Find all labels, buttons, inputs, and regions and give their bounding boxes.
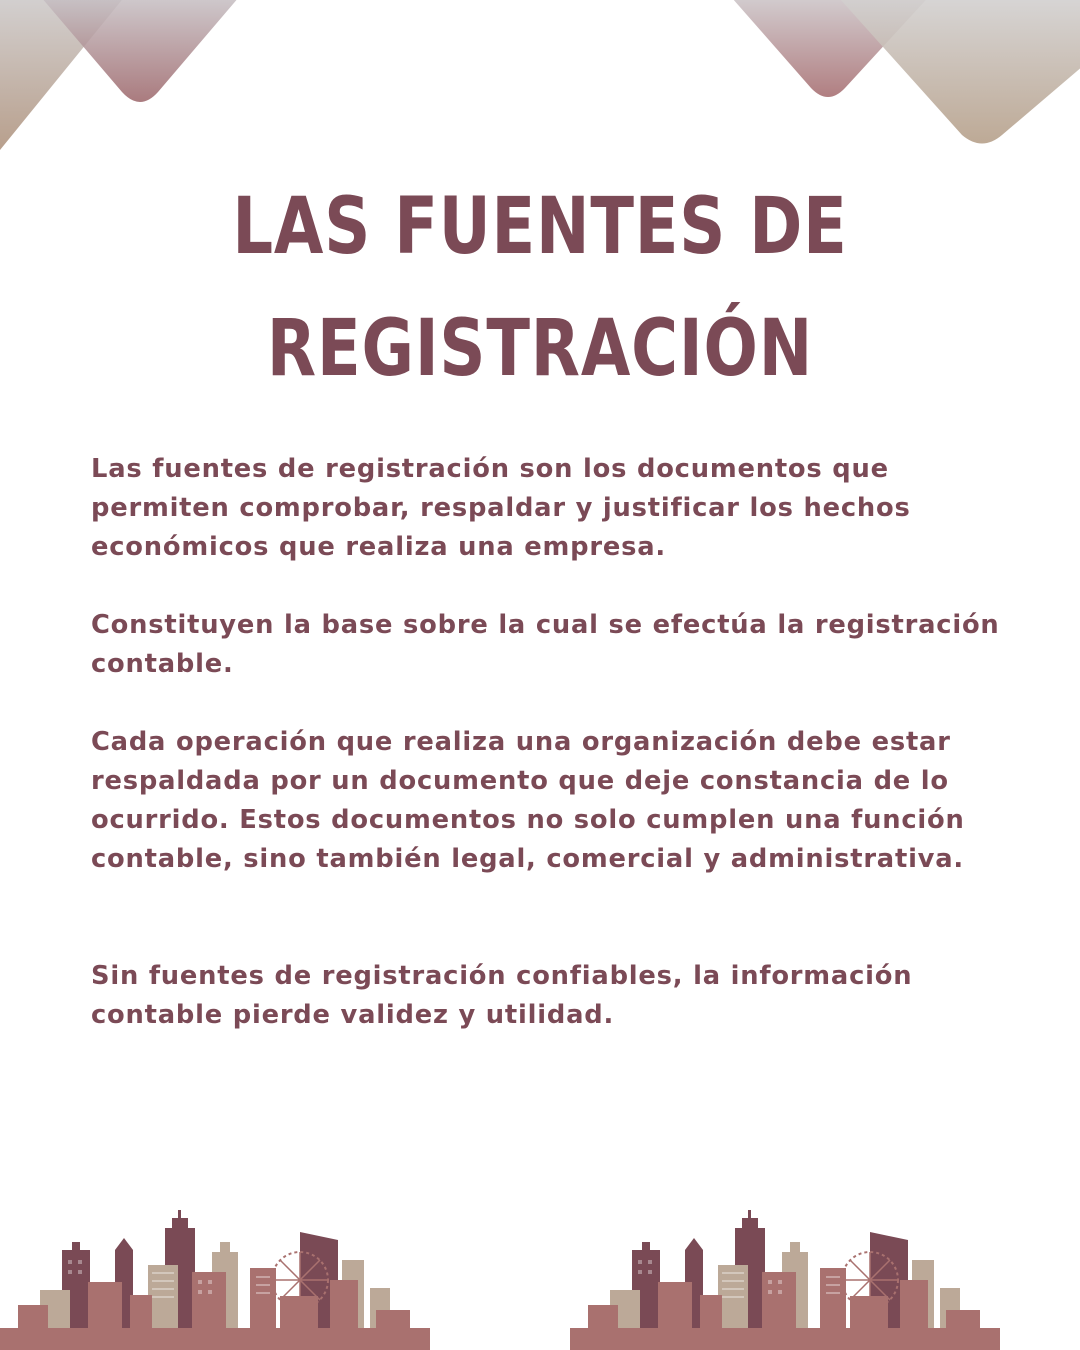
paragraph-base: Constituyen la base sobre la cual se efectúa la registración contable. xyxy=(91,610,1000,679)
corner-decoration-top-right xyxy=(720,0,1080,160)
city-skyline-left xyxy=(0,1210,430,1350)
paragraph-operations: Cada operación que realiza una organización debe estar respaldada por un documento que deje constancia de lo ocurrido. Estos documentos no solo cumplen una función contable, sino también legal, comercial y administrativa. xyxy=(91,727,965,874)
paragraph-conclusion: Sin fuentes de registración confiables, la información contable pierde validez y utilidad. xyxy=(91,961,913,1030)
corner-decoration-top-left xyxy=(0,0,260,160)
page-title-line-1: LAS FUENTES DE xyxy=(232,182,848,272)
paragraph-definition: Las fuentes de registración son los documentos que permiten comprobar, respaldar y justificar los hechos económicos que realiza una empresa. xyxy=(91,454,911,562)
city-skyline-right xyxy=(570,1210,1000,1350)
page-title-line-2: REGISTRACIÓN xyxy=(266,304,814,394)
